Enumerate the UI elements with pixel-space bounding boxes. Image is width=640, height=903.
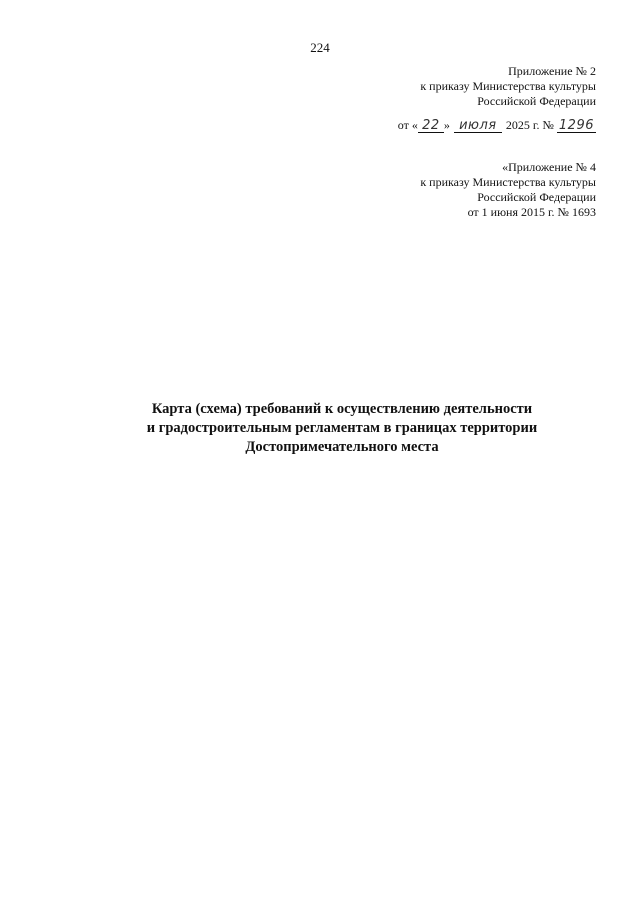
appendix-4-line1: «Приложение № 4 [502,160,596,174]
document-title [0,400,640,457]
appendix-4-line4: от 1 июня 2015 г. № 1693 [467,205,596,219]
order-quote-close: » [443,118,450,132]
order-month-handwritten: июля [454,119,502,133]
appendix-4-line2: к приказу Министерства культуры [420,175,596,189]
title-line2: и градостроительным регламентам в границах территории [146,420,538,436]
order-year: 2025 г. № [505,118,554,132]
title-line1: Карта (схема) требований к осуществлению деятельности [151,401,533,417]
appendix-2-header [420,64,596,109]
page-number: 224 [310,40,330,55]
appendix-2-line2: к приказу Министерства культуры [420,79,596,93]
order-prefix: от « [397,118,418,132]
order-date-line [398,117,596,133]
order-day-handwritten: 22 [418,119,444,133]
order-number-handwritten: 1296 [558,118,594,133]
appendix-4-line3: Российской Федерации [477,190,596,204]
title-line3: Достопримечательного места [245,439,439,455]
appendix-2-line1: Приложение № 2 [508,64,596,78]
appendix-4-header [420,160,596,220]
appendix-2-line3: Российской Федерации [477,94,596,108]
